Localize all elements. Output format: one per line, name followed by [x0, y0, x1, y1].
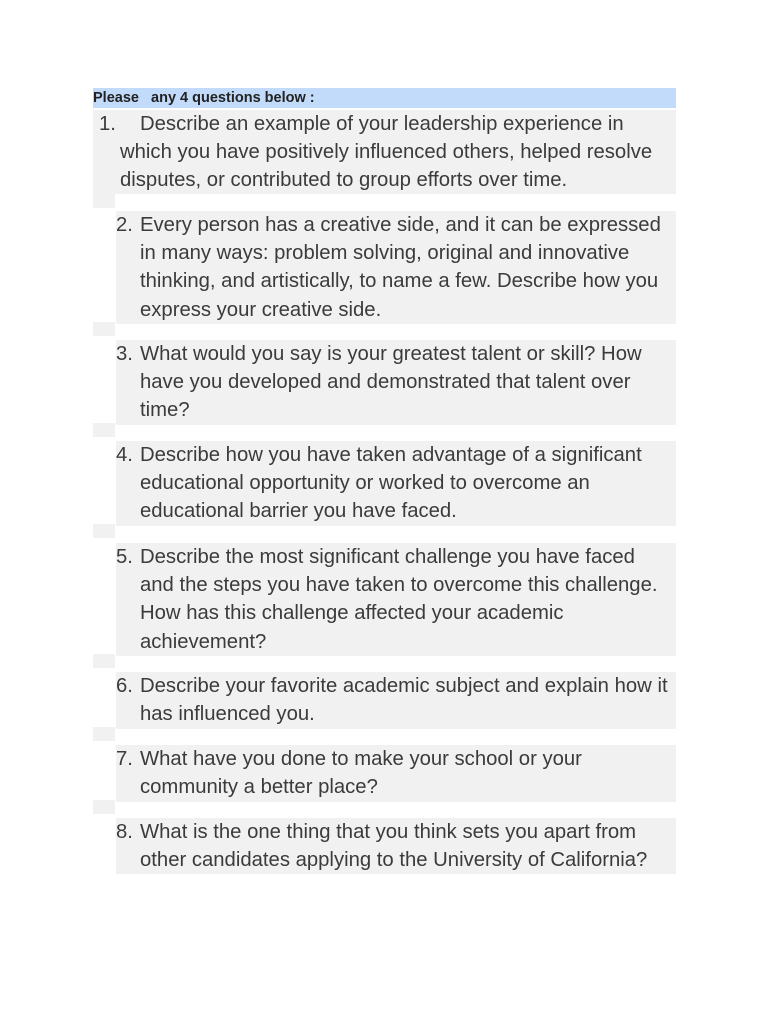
question-line: Describe how you have taken advantage of a significant: [140, 444, 642, 466]
question-number: 2.: [116, 214, 133, 236]
question-line: What would you say is your greatest talent or skill? How: [140, 343, 642, 365]
spacer: [93, 524, 115, 538]
question-line: educational opportunity or worked to overcome an: [140, 472, 590, 495]
question-line: Every person has a creative side, and it can be expressed: [140, 214, 661, 236]
question-2: [116, 211, 676, 324]
question-line: What have you done to make your school or your: [140, 748, 582, 770]
question-number: 4.: [116, 444, 133, 466]
question-number: 8.: [116, 821, 133, 843]
question-number: 3.: [116, 343, 133, 365]
question-line: community a better place?: [140, 776, 378, 799]
spacer: [93, 423, 115, 437]
instructions-header: Please any 4 questions below :: [93, 88, 676, 108]
question-line: which you have positively influenced others, helped resolve: [120, 141, 653, 164]
question-line: Describe an example of your leadership experience in: [140, 113, 624, 135]
question-3: [116, 340, 676, 425]
question-number: 6.: [116, 675, 133, 697]
spacer: [93, 654, 115, 668]
question-line: Describe the most significant challenge you have faced: [140, 546, 635, 568]
question-line: express your creative side.: [140, 298, 382, 321]
question-line: other candidates applying to the University of California?: [140, 849, 648, 872]
question-4: [116, 441, 676, 526]
question-line: in many ways: problem solving, original and innovative: [140, 242, 630, 265]
spacer: [93, 194, 115, 208]
question-line: How has this challenge affected your academic: [140, 602, 564, 625]
spacer: [93, 727, 115, 741]
question-line: Describe your favorite academic subject and explain how it: [140, 675, 668, 697]
question-line: thinking, and artistically, to name a few. Describe how you: [140, 270, 659, 293]
question-line: What is the one thing that you think sets you apart from: [140, 821, 637, 843]
question-1: [93, 110, 676, 194]
question-number: 1.: [99, 113, 116, 135]
question-7: [116, 745, 676, 802]
question-line: has influenced you.: [140, 703, 315, 726]
question-line: disputes, or contributed to group efforts over time.: [120, 169, 568, 192]
question-line: time?: [140, 399, 190, 422]
question-number: 5.: [116, 546, 133, 568]
question-line: and the steps you have taken to overcome this challenge.: [140, 574, 658, 597]
question-6: [116, 672, 676, 729]
question-number: 7.: [116, 748, 133, 770]
question-line: have you developed and demonstrated that talent over: [140, 371, 631, 394]
question-8: [116, 818, 676, 874]
spacer: [93, 322, 115, 336]
spacer: [93, 800, 115, 814]
question-5: [116, 543, 676, 656]
question-line: educational barrier you have faced.: [140, 500, 457, 523]
question-line: achievement?: [140, 630, 267, 653]
